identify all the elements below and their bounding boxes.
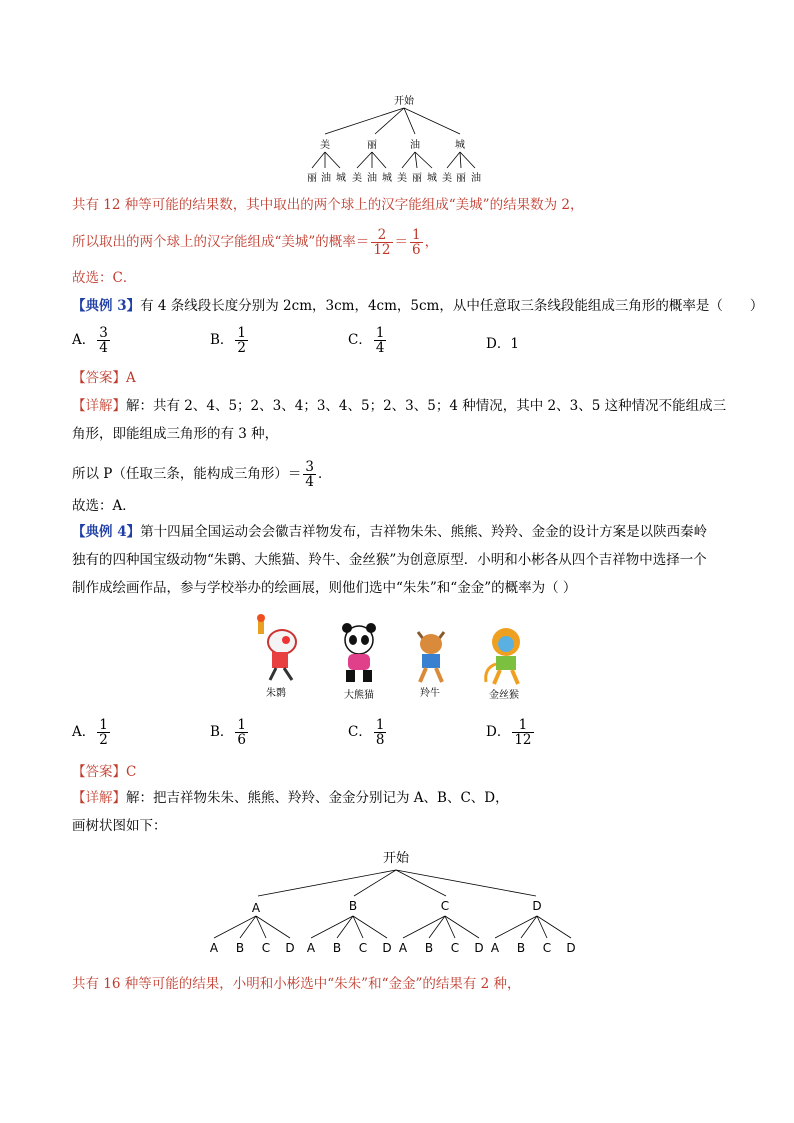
mascot-takin-image: [408, 626, 454, 684]
tree2-leaf: D: [474, 941, 484, 955]
tree2-leaf: A: [306, 941, 316, 955]
tree2-leaf: B: [332, 941, 342, 955]
tree2-branch: [214, 916, 256, 938]
tree2-leaf: B: [516, 941, 526, 955]
ex3-tag: 【典例 3】: [72, 298, 141, 314]
tree2-node: C: [440, 899, 450, 913]
tree1-leaf: 美: [442, 173, 452, 184]
ex4-option-b: B． $\frac{1}{6}$: [210, 717, 247, 748]
tree1-leaf: 油: [367, 173, 377, 184]
ex3-option-c: C． $\frac{1}{4}$: [348, 325, 385, 356]
ex3-option-a: A． $\frac{3}{4}$: [72, 325, 108, 356]
ex3-detail-line2: 角形，即能组成三角形的有 3 种，: [72, 426, 279, 442]
fraction: $\frac{1}{6}$: [412, 227, 421, 258]
tree1-root: 开始: [394, 96, 414, 107]
tree1-node: 城: [455, 140, 465, 151]
tree2-node: D: [532, 899, 542, 913]
sol2-choose: 故选：C．: [72, 270, 137, 286]
tree1-leaf: 城: [336, 173, 346, 184]
tree2-leaf: C: [358, 941, 368, 955]
tree2-leaf: D: [285, 941, 295, 955]
tree1-leaf: 丽: [456, 173, 466, 184]
tree2-branch: [429, 916, 445, 938]
ex4-answer: 【答案】C: [72, 764, 137, 780]
tree2-leaf: C: [450, 941, 460, 955]
tree2-branch: [337, 916, 353, 938]
tree2-leaf: D: [382, 941, 392, 955]
ex4-question-line1: 【典例 4】第十四届全国运动会会徽吉祥物发布，吉祥物朱朱、熊熊、羚羚、金金的设计方案是以陕西秦岭: [72, 524, 708, 540]
ex4-final: 共有 16 种等可能的结果，小明和小彬选中“朱朱”和“金金”的结果有 2 种，: [72, 976, 521, 992]
tree2-leaf: D: [566, 941, 576, 955]
ex3-question-text: 有 4 条线段长度分别为 2cm，3cm，4cm，5cm，从中任意取三条线段能组成三角形的概率是（ ）: [140, 298, 764, 314]
ex4-detail: 【详解】解：把吉祥物朱朱、熊熊、羚羚、金金分别记为 A、B、C、D，: [72, 790, 509, 806]
tree2-root: 开始: [382, 851, 410, 866]
tree1-node: 丽: [367, 140, 377, 151]
ex3-option-d: D．1: [486, 336, 519, 352]
tree-diagram-1: [300, 90, 500, 186]
fraction: $\frac{2}{12}$: [373, 227, 391, 258]
tree2-leaf: B: [424, 941, 434, 955]
tree1-leaf: 油: [471, 173, 481, 184]
tree1-node: 油: [410, 140, 420, 151]
sol2-line2-prefix: 所以取出的两个球上的汉字能组成“美城”的概率＝: [72, 234, 370, 250]
tree2-leaf: B: [235, 941, 245, 955]
tree2-branch: [240, 916, 256, 938]
ex4-option-c: C． $\frac{1}{8}$: [348, 717, 385, 748]
mascot-label: 朱鹮: [266, 688, 286, 699]
ex4-option-d: D． $\frac{1}{12}$: [486, 717, 532, 748]
mascot-zhuhuan-image: [252, 614, 308, 682]
mascot-golden-monkey-image: [480, 624, 530, 686]
mascot-label: 大熊猫: [344, 690, 374, 701]
tree2-node: B: [348, 899, 358, 913]
tree2-leaf: C: [261, 941, 271, 955]
tree2-node: A: [251, 901, 261, 915]
tree1-leaf: 油: [321, 173, 331, 184]
tree2-branch: [521, 916, 537, 938]
ex4-detail-line2: 画树状图如下：: [72, 818, 167, 834]
tree1-leaf: 城: [382, 173, 392, 184]
tree1-leaf: 城: [427, 173, 437, 184]
ex3-detail-line3: 所以 P（任取三条，能构成三角形）＝ $\frac{3}{4}$ ．: [72, 459, 332, 490]
ex3-option-b: B． $\frac{1}{2}$: [210, 325, 247, 356]
ex3-detail: 【详解】解：共有 2、4、5；2、3、4；3、4、5；2、3、5；4 种情况，其中 2、3、5 这种情况不能组成三: [72, 398, 727, 414]
ex3-question: [72, 296, 763, 316]
tree2-leaf: C: [542, 941, 552, 955]
tree1-leaf: 美: [352, 173, 362, 184]
mascot-panda-image: [332, 622, 386, 684]
tree2-leaf: A: [398, 941, 408, 955]
tree2-leaf: A: [490, 941, 500, 955]
tree2-branch: [403, 916, 445, 938]
tree1-leaf: 丽: [307, 173, 317, 184]
ex4-option-a: A． $\frac{1}{2}$: [72, 717, 108, 748]
ex3-answer: 【答案】A: [72, 370, 136, 386]
tree2-leaf: A: [209, 941, 219, 955]
fraction: $\frac{3}{4}$: [305, 459, 314, 490]
tree2-branch: [495, 916, 537, 938]
tree1-leaf: 丽: [412, 173, 422, 184]
mascot-label: 金丝猴: [489, 690, 519, 701]
tree-diagram-2: [200, 846, 600, 958]
sol2-line1: 共有 12 种等可能的结果数，其中取出的两个球上的汉字能组成“美城”的结果数为 2，: [72, 197, 584, 213]
ex4-question-line2: 独有的四种国宝级动物“朱鹮、大熊猫、羚牛、金丝猴”为创意原型．小明和小彬各从四个吉祥物中选择一个: [72, 552, 707, 568]
tree2-branch: [311, 916, 353, 938]
ex4-question-line3: 制作成绘画作品，参与学校举办的绘画展，则他们选中“朱朱”和“金金”的概率为（ ）: [72, 580, 577, 596]
sol2-line2: 所以取出的两个球上的汉字能组成“美城”的概率＝ $\frac{2}{12}$ ＝ $\frac{1}{6}$ ，: [72, 227, 439, 258]
tree1-leaf: 美: [397, 173, 407, 184]
mascot-label: 羚牛: [420, 688, 440, 699]
tree1-node: 美: [320, 140, 330, 151]
ex3-choose: 故选：A．: [72, 498, 136, 514]
